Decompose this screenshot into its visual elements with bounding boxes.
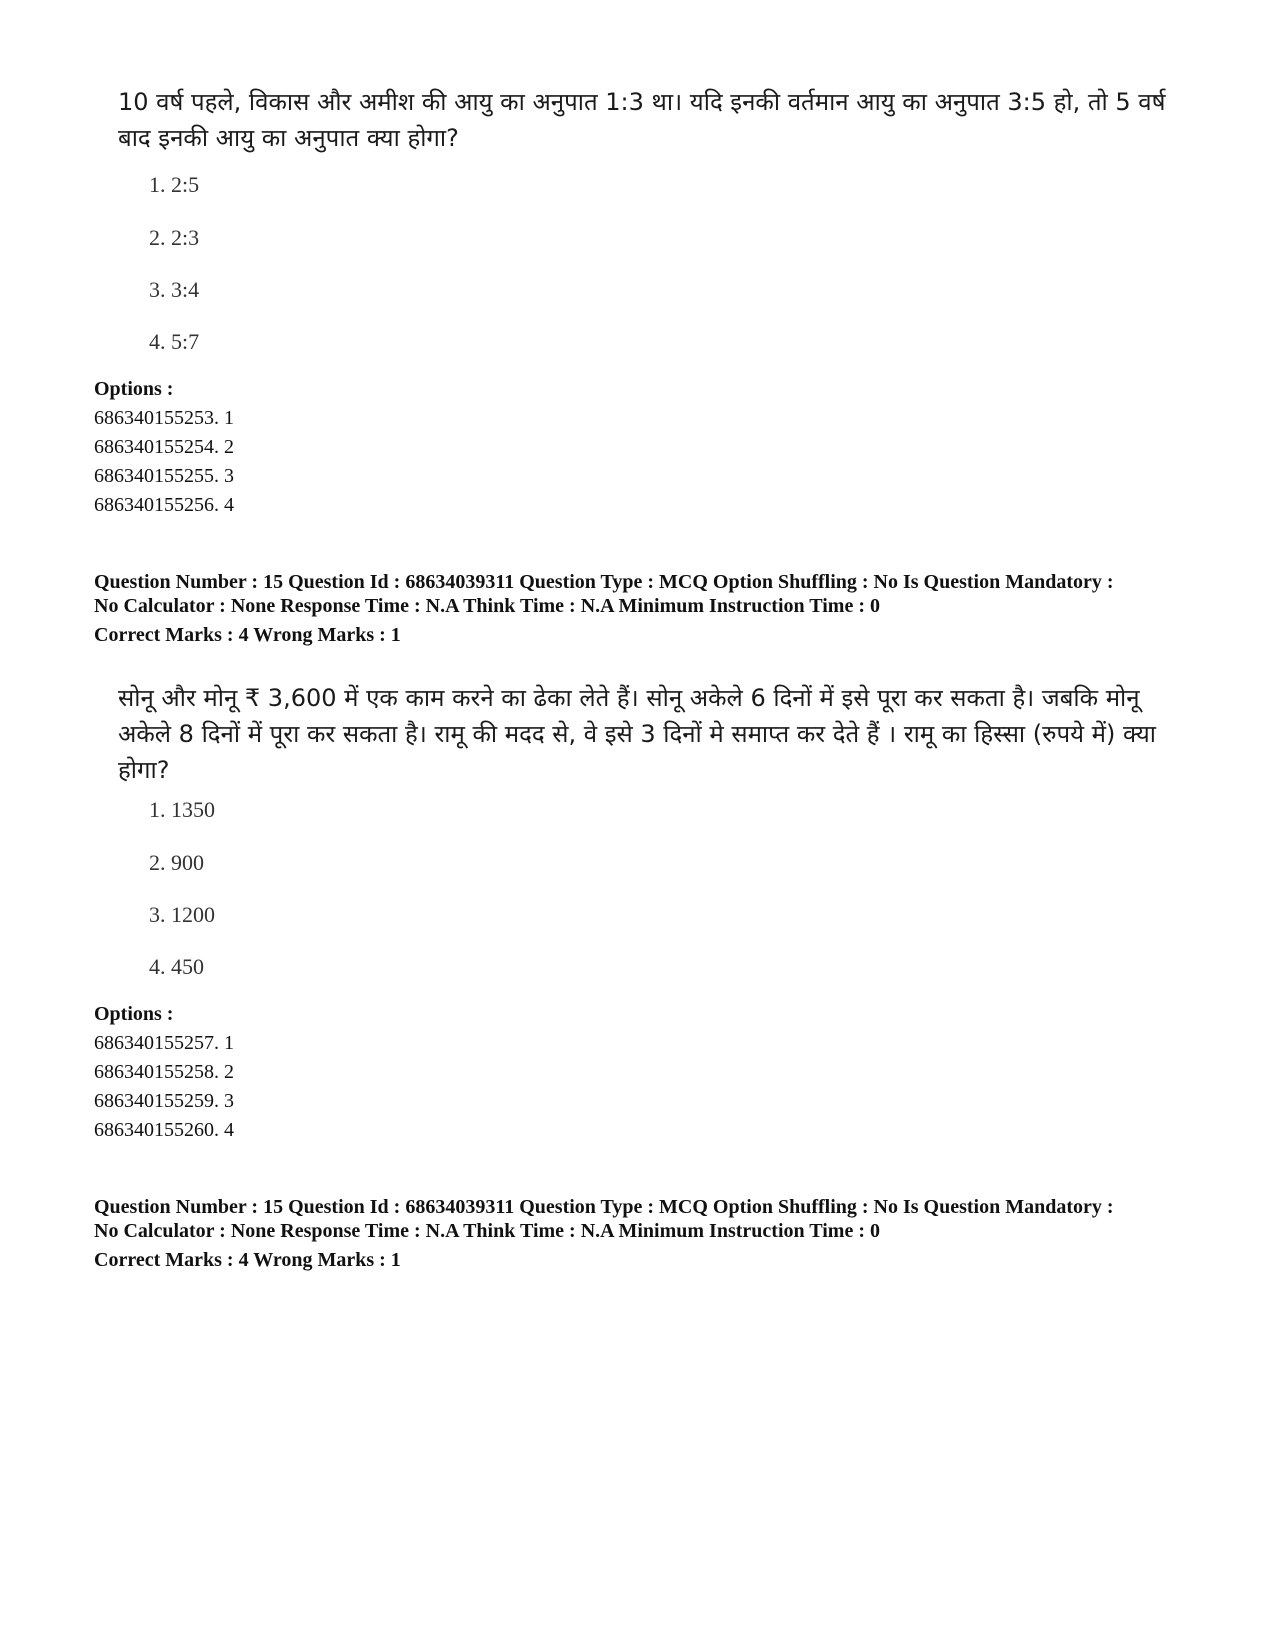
- option-id: 686340155256. 4: [94, 494, 234, 516]
- metadata-line: No Calculator : None Response Time : N.A Think Time : N.A Minimum Instruction Time : 0: [94, 1220, 880, 1242]
- answer-choice: 1. 1350: [149, 797, 215, 822]
- option-id: 686340155255. 3: [94, 465, 234, 487]
- answer-choice: 1. 2:5: [149, 172, 200, 197]
- question-metadata: [94, 570, 1204, 647]
- option-id: 686340155253. 1: [94, 407, 234, 429]
- metadata-line: Question Number : 15 Question Id : 68634039311 Question Type : MCQ Option Shuffling : No Is Question Mandatory :: [94, 571, 1114, 593]
- metadata-line: No Calculator : None Response Time : N.A Think Time : N.A Minimum Instruction Time : 0: [94, 595, 880, 617]
- option-id: 686340155254. 2: [94, 436, 234, 458]
- options-heading: Options :: [94, 1003, 174, 1025]
- answer-choice: 4. 5:7: [149, 329, 200, 354]
- answer-choice: 3. 3:4: [149, 277, 200, 302]
- metadata-line: Question Number : 15 Question Id : 68634039311 Question Type : MCQ Option Shuffling : No Is Question Mandatory :: [94, 1196, 1114, 1218]
- option-id: 686340155259. 3: [94, 1090, 234, 1112]
- answer-choice: 3. 1200: [149, 902, 215, 927]
- question-text: सोनू और मोनू ₹ 3,600 में एक काम करने का ढेका लेते हैं। सोनू अकेले 6 दिनों में इसे पूरा कर सकता है। जबकि मोनू अकेले 8 दिनों में पूरा कर सकता है। रामू की मदद से, वे इसे 3 दिनों मे समाप्त कर देते हैं । रामू का हिस्सा (रुपये में) क्या होगा?: [118, 684, 1156, 784]
- options-list: [94, 375, 234, 520]
- answer-choice: 4. 450: [149, 954, 204, 979]
- marks-line: Correct Marks : 4 Wrong Marks : 1: [94, 624, 401, 646]
- question-metadata: [94, 1195, 1204, 1272]
- options-list: [94, 1000, 234, 1145]
- option-id: 686340155257. 1: [94, 1032, 234, 1054]
- question-text: 10 वर्ष पहले, विकास और अमीश की आयु का अनुपात 1:3 था। यदि इनकी वर्तमान आयु का अनुपात 3:5 हो, तो 5 वर्ष बाद इनकी आयु का अनुपात क्या होगा?: [118, 88, 1166, 152]
- option-id: 686340155258. 2: [94, 1061, 234, 1083]
- options-heading: Options :: [94, 378, 174, 400]
- answer-choice: 2. 900: [149, 850, 204, 875]
- answer-choice: 2. 2:3: [149, 225, 200, 250]
- option-id: 686340155260. 4: [94, 1119, 234, 1141]
- marks-line: Correct Marks : 4 Wrong Marks : 1: [94, 1249, 401, 1271]
